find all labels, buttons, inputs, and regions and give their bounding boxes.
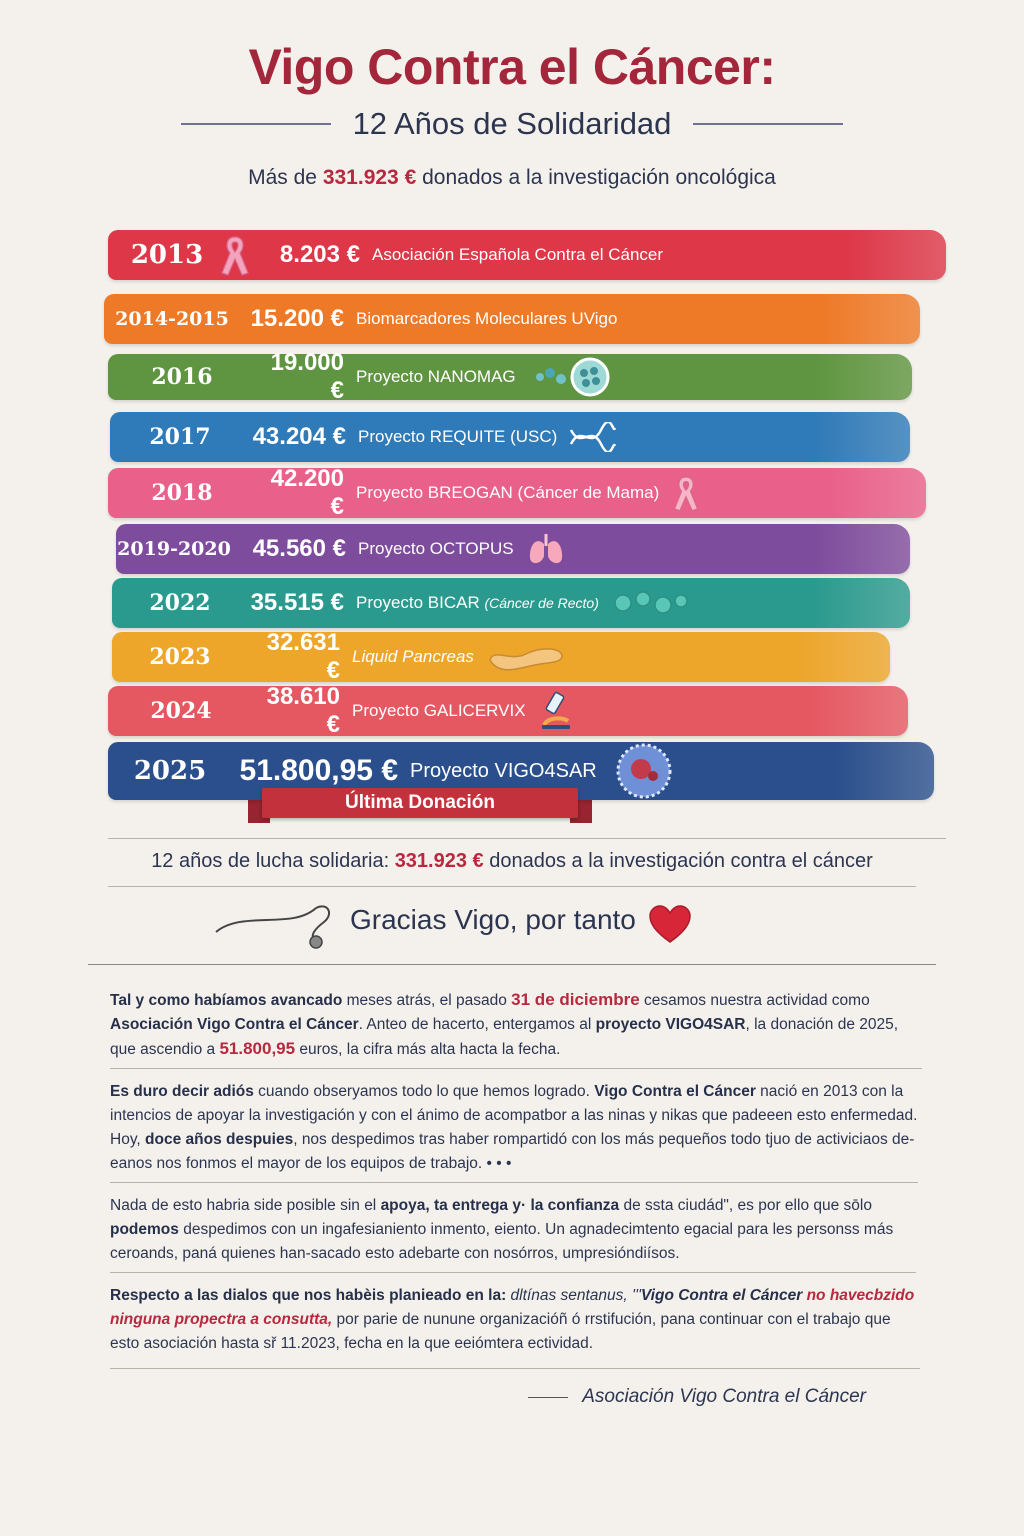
cancer-cell-icon: [609, 736, 679, 806]
subtitle-rule-left: [181, 123, 331, 125]
donation-year: 2023: [149, 644, 211, 670]
donation-amount: 15.200 €: [250, 305, 344, 332]
donation-recipient: Proyecto NANOMAG: [356, 367, 516, 386]
thanks-row: [0, 896, 1024, 952]
p2-text: Es duro decir adiós: [110, 1083, 254, 1100]
donation-year: 2014-2015: [115, 308, 229, 330]
donation-recipient-main: Proyecto BICAR: [356, 593, 480, 612]
donation-recipient: Liquid Pancreas: [352, 647, 474, 666]
donation-row-2018: [108, 465, 926, 520]
summary-total-amount: 331.923 €: [394, 850, 484, 872]
page-subtitle: 12 Años de Solidaridad: [352, 106, 672, 141]
ellipsis-dots: • • •: [486, 1155, 512, 1172]
nanoparticle-icon: [528, 355, 618, 399]
divider: [108, 838, 946, 839]
p4-org: Vigo Contra el Cáncer: [640, 1287, 803, 1304]
pink-ribbon-icon: [218, 233, 264, 277]
paragraph-4: [110, 1284, 920, 1356]
p1-text: euros, la cifra más alta hacta la fecha.: [295, 1041, 561, 1058]
divider: [110, 1182, 918, 1183]
heart-icon: [648, 904, 692, 949]
subtitle-row: [0, 106, 1024, 142]
p1-text: meses atrás, el pasado: [342, 992, 512, 1009]
donation-row-2023: [112, 629, 890, 684]
p2-text: nació en 2013 con la intencios de apoyar la investigación y con el ánimo de acompatbor a las ninas y nikas que padeeen esto enfermedad. Hoy,: [110, 1083, 918, 1148]
subtitle-rule-right: [693, 123, 843, 125]
signature-rule: [528, 1397, 568, 1398]
donation-row-2014-2015: [104, 294, 920, 344]
signature-text: Asociación Vigo Contra el Cáncer: [582, 1386, 866, 1407]
p1-amount: 51.800,95: [219, 1039, 296, 1058]
donation-recipient-note: (Cáncer de Recto): [484, 595, 599, 611]
donation-year: 2017: [149, 424, 211, 450]
p3-text: podemos: [110, 1221, 179, 1238]
divider: [110, 1068, 922, 1069]
divider: [110, 1368, 920, 1369]
p4-text: por parie de nunune organizacióñ ó rrstifución, pana continuar con el trabajo que esto asociación hasta sř 11.2023, fecha en la que eeiómtera ectividad.: [110, 1311, 891, 1352]
p1-text: Tal y como habíamos avancado: [110, 992, 343, 1009]
donation-recipient: Proyecto VIGO4SAR: [410, 759, 597, 782]
microscope-icon: [538, 691, 574, 731]
donation-year: 2013: [130, 240, 204, 270]
lead-total-amount: 331.923 €: [322, 166, 417, 189]
lead-text-after: donados a la investigación oncológica: [416, 166, 776, 189]
donation-recipient: Proyecto GALICERVIX: [352, 701, 526, 720]
p1-text: , la donación de 2025, que ascendio a: [110, 1016, 899, 1058]
donation-year: 2018: [151, 480, 213, 506]
donation-row-2016: [108, 349, 912, 404]
donation-amount: 8.203 €: [279, 241, 360, 268]
p4-text: dltínas sentanus, ''': [506, 1287, 641, 1304]
p3-text: Nada de esto habria side posible sin el: [110, 1197, 381, 1214]
p4-highlight: no havecbzido ninguna propectra a consutta,: [110, 1287, 915, 1328]
lead-text-before: Más de: [248, 166, 323, 189]
donation-row-2019-2020: [116, 524, 910, 574]
donation-recipient: Proyecto REQUITE (USC): [358, 427, 558, 446]
donation-recipient: Proyecto OCTOPUS: [358, 539, 514, 558]
pancreas-icon: [486, 640, 566, 674]
paragraph-2: [110, 1080, 920, 1176]
donation-year: 2016: [151, 364, 213, 390]
p2-text: doce años despuies: [145, 1131, 294, 1148]
p3-text: apoya, ta entrega y· la confianza: [380, 1197, 620, 1214]
donation-row-2022: [112, 578, 910, 628]
divider: [110, 1272, 916, 1273]
donation-recipient: Asociación Española Contra el Cáncer: [372, 245, 664, 264]
divider: [88, 964, 936, 965]
summary-line: [0, 850, 1024, 873]
page-title: Vigo Contra el Cáncer:: [248, 39, 776, 95]
lungs-icon: [526, 530, 566, 568]
paragraph-3: [110, 1194, 920, 1266]
donation-row-2017: [110, 412, 910, 462]
pink-ribbon-icon: [671, 473, 701, 513]
donation-row-2013: [108, 230, 946, 280]
p1-text: cesamos nuestra actividad como: [639, 992, 870, 1009]
p1-date: 31 de diciembre: [511, 990, 640, 1009]
donation-recipient: Proyecto BREOGAN (Cáncer de Mama): [356, 483, 660, 502]
divider: [108, 886, 916, 887]
donation-amount: 42.200 €: [270, 465, 344, 520]
donation-amount: 35.515 €: [250, 589, 344, 616]
donation-amount: 32.631 €: [266, 629, 340, 684]
donation-amount: 45.560 €: [252, 535, 346, 562]
p1-project: proyecto VIGO4SAR: [595, 1016, 746, 1033]
donation-recipient: Biomarcadores Moleculares UVigo: [356, 309, 618, 328]
donation-year: 2024: [150, 698, 212, 724]
cells-icon: [611, 587, 691, 619]
summary-text-after: donados a la investigación contra el cáncer: [483, 850, 873, 872]
p2-org: Vigo Contra el Cáncer: [594, 1083, 756, 1100]
paragraph-1: [110, 988, 920, 1062]
donation-recipient: [356, 593, 599, 613]
p3-text: de ssta ciudád", es por ello que sōlo: [619, 1197, 872, 1214]
last-donation-ribbon: Última Donación: [262, 788, 578, 818]
p4-text: Respecto a las dialos que nos habèis planieado en la:: [110, 1287, 507, 1304]
p1-text: . Anteo de hacerto, entergamos al: [358, 1016, 596, 1033]
p2-text: , nos despedimos tras haber rompartidó con los más pequeños todo tjuo de activiciaos de-eanos nos fonmos el mayor de los equipos de trabajo.: [110, 1131, 915, 1172]
donation-amount: 43.204 €: [252, 423, 346, 450]
donation-amount: 38.610 €: [266, 683, 340, 738]
donation-year: 2025: [133, 756, 207, 786]
donation-row-2024: [108, 683, 908, 738]
donation-amount: 19.000 €: [270, 349, 344, 404]
stethoscope-icon: [212, 896, 342, 957]
p2-text: cuando obseryamos todo lo que hemos logrado.: [253, 1083, 595, 1100]
dna-icon: [569, 422, 617, 452]
signature: [528, 1386, 866, 1408]
donation-year: 2019-2020: [117, 538, 231, 560]
summary-text-before: 12 años de lucha solidaria:: [151, 850, 395, 872]
thanks-text: Gracias Vigo, por tanto: [350, 904, 636, 935]
lead-line: [0, 166, 1024, 190]
donation-year: 2022: [149, 590, 211, 616]
donation-amount: 51.800,95 €: [239, 754, 398, 787]
p1-org: Asociación Vigo Contra el Cáncer: [110, 1016, 359, 1033]
p3-text: despedimos con un ingafesianiento inmento, eiento. Un agnadecimtento egacial para les personss más ceroands, paná quienes han-sacado esto adebarte con nosórros, umpresióndiísos.: [110, 1221, 894, 1262]
